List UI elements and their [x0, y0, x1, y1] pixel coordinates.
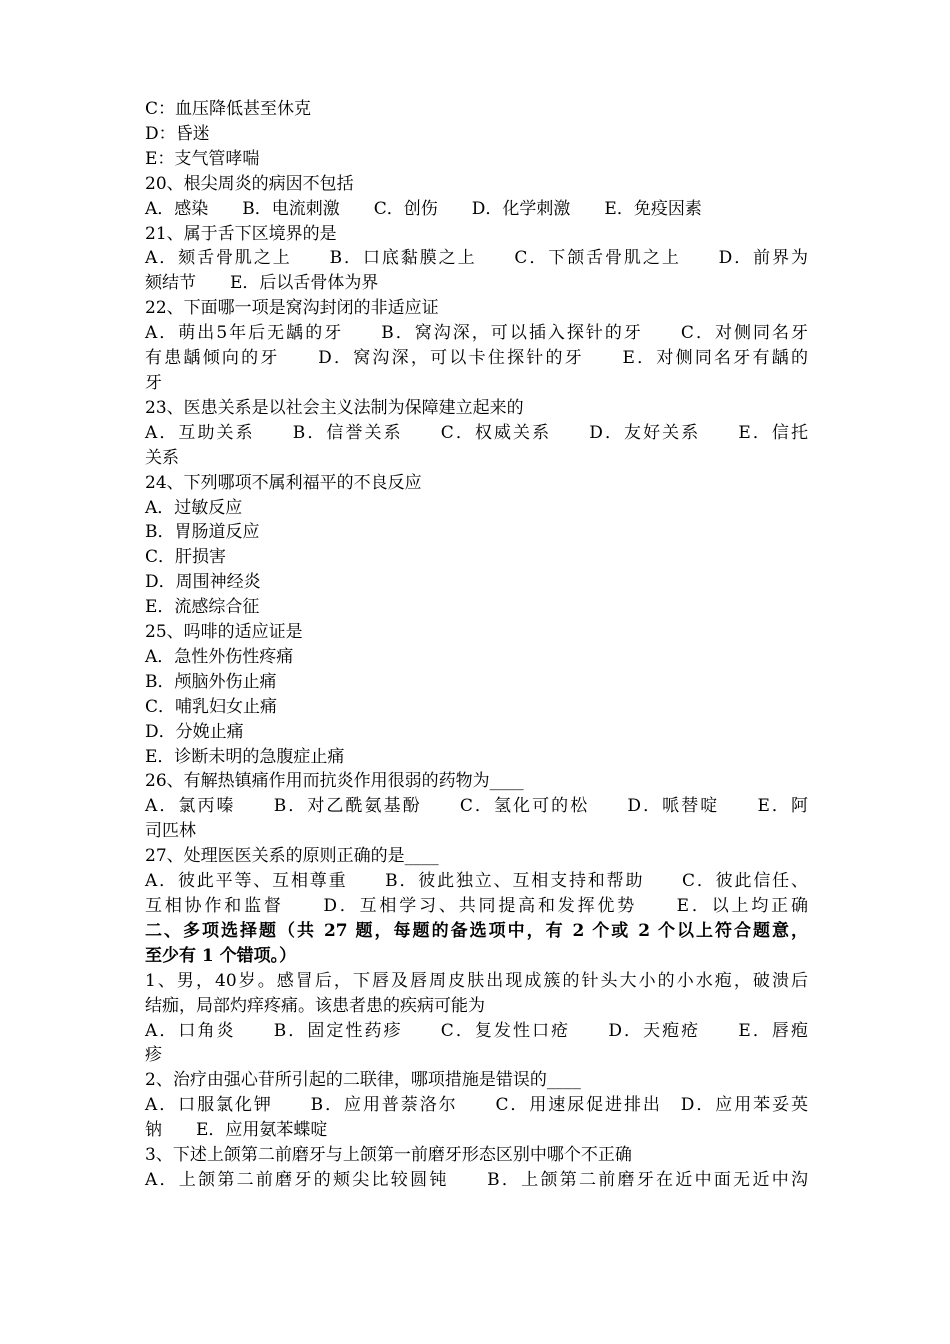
options-line: A．颏舌骨肌之上 B．口底黏膜之上 C．下颌舌骨肌之上 D．前界为	[145, 248, 808, 269]
question-line: 3、下述上颌第二前磨牙与上颌第一前磨牙形态区别中哪个不正确	[145, 1145, 632, 1166]
option-item: B．颅脑外伤止痛	[145, 671, 277, 692]
options-line: 钠 E．应用氨苯蝶啶	[145, 1120, 328, 1141]
option-item: E．诊断未明的急腹症止痛	[145, 746, 345, 767]
options-line: A．互助关系 B．信誉关系 C．权威关系 D．友好关系 E．信托	[145, 422, 808, 443]
option-item: C．肝损害	[145, 547, 227, 568]
options-line: 有患龋倾向的牙 D．窝沟深，可以卡住探针的牙 E．对侧同名牙有龋的	[145, 348, 808, 369]
question-line: 结痂，局部灼痒疼痛。该患者患的疾病可能为	[145, 995, 485, 1016]
options-line: 疹	[145, 1045, 162, 1066]
options-line: A．萌出5年后无龋的牙 B．窝沟深，可以插入探针的牙 C．对侧同名牙	[145, 323, 808, 344]
text-line: C：血压降低甚至休克	[145, 99, 312, 119]
option-item: D．分娩止痛	[145, 721, 244, 742]
options-line: A．上颌第二前磨牙的颊尖比较圆钝 B．上颌第二前磨牙在近中面无近中沟	[145, 1169, 808, 1190]
options-line: 颏结节 E．后以舌骨体为界	[145, 273, 379, 294]
options-line: 互相协作和监督 D．互相学习、共同提高和发挥优势 E．以上均正确	[145, 896, 808, 916]
question-line: 21、属于舌下区境界的是	[145, 223, 337, 244]
question-line: 25、吗啡的适应证是	[145, 622, 303, 643]
options-line: 关系	[145, 447, 179, 468]
option-item: D．周围神经炎	[145, 572, 261, 593]
option-item: A．过敏反应	[145, 497, 243, 518]
options-line: A．口服氯化钾 B．应用普萘洛尔 C．用速尿促进排出 D．应用苯妥英	[145, 1095, 808, 1116]
question-line: 26、有解热镇痛作用而抗炎作用很弱的药物为____	[145, 771, 524, 792]
question-line: 23、医患关系是以社会主义法制为保障建立起来的	[145, 397, 524, 418]
options-line: A．彼此平等、互相尊重 B．彼此独立、互相支持和帮助 C．彼此信任、	[145, 871, 808, 892]
options-line: A．感染 B．电流刺激 C．创伤 D．化学刺激 E．免疫因素	[145, 198, 702, 219]
option-item: A．急性外伤性疼痛	[145, 646, 294, 667]
options-line: A．口角炎 B．固定性药疹 C．复发性口疮 D．天疱疮 E．唇疱	[145, 1020, 808, 1041]
text-line: D：昏迷	[145, 123, 210, 144]
option-item: B．胃肠道反应	[145, 522, 260, 543]
document-body	[145, 97, 808, 1193]
question-line: 2、治疗由强心苷所引起的二联律，哪项措施是错误的____	[145, 1070, 581, 1091]
options-line: 牙	[145, 372, 162, 393]
option-item: C．哺乳妇女止痛	[145, 696, 278, 717]
options-line: 司匹林	[145, 821, 196, 842]
question-line: 22、下面哪一项是窝沟封闭的非适应证	[145, 298, 439, 319]
text-line: E：支气管哮喘	[145, 148, 260, 169]
section-heading: 二、多项选择题（共 27 题，每题的备选项中，有 2 个或 2 个以上符合题意，	[145, 920, 808, 941]
question-line: 1、男，40岁。感冒后，下唇及唇周皮肤出现成簇的针头大小的小水疱，破溃后	[145, 970, 808, 991]
question-line: 20、根尖周炎的病因不包括	[145, 173, 354, 194]
question-line: 27、处理医医关系的原则正确的是____	[145, 846, 439, 867]
options-line: A．氯丙嗪 B．对乙酰氨基酚 C．氢化可的松 D．哌替啶 E．阿	[145, 796, 808, 817]
question-line: 24、下列哪项不属利福平的不良反应	[145, 472, 422, 493]
option-item: E．流感综合征	[145, 597, 260, 618]
section-heading: 至少有 1 个错项。）	[145, 945, 297, 966]
